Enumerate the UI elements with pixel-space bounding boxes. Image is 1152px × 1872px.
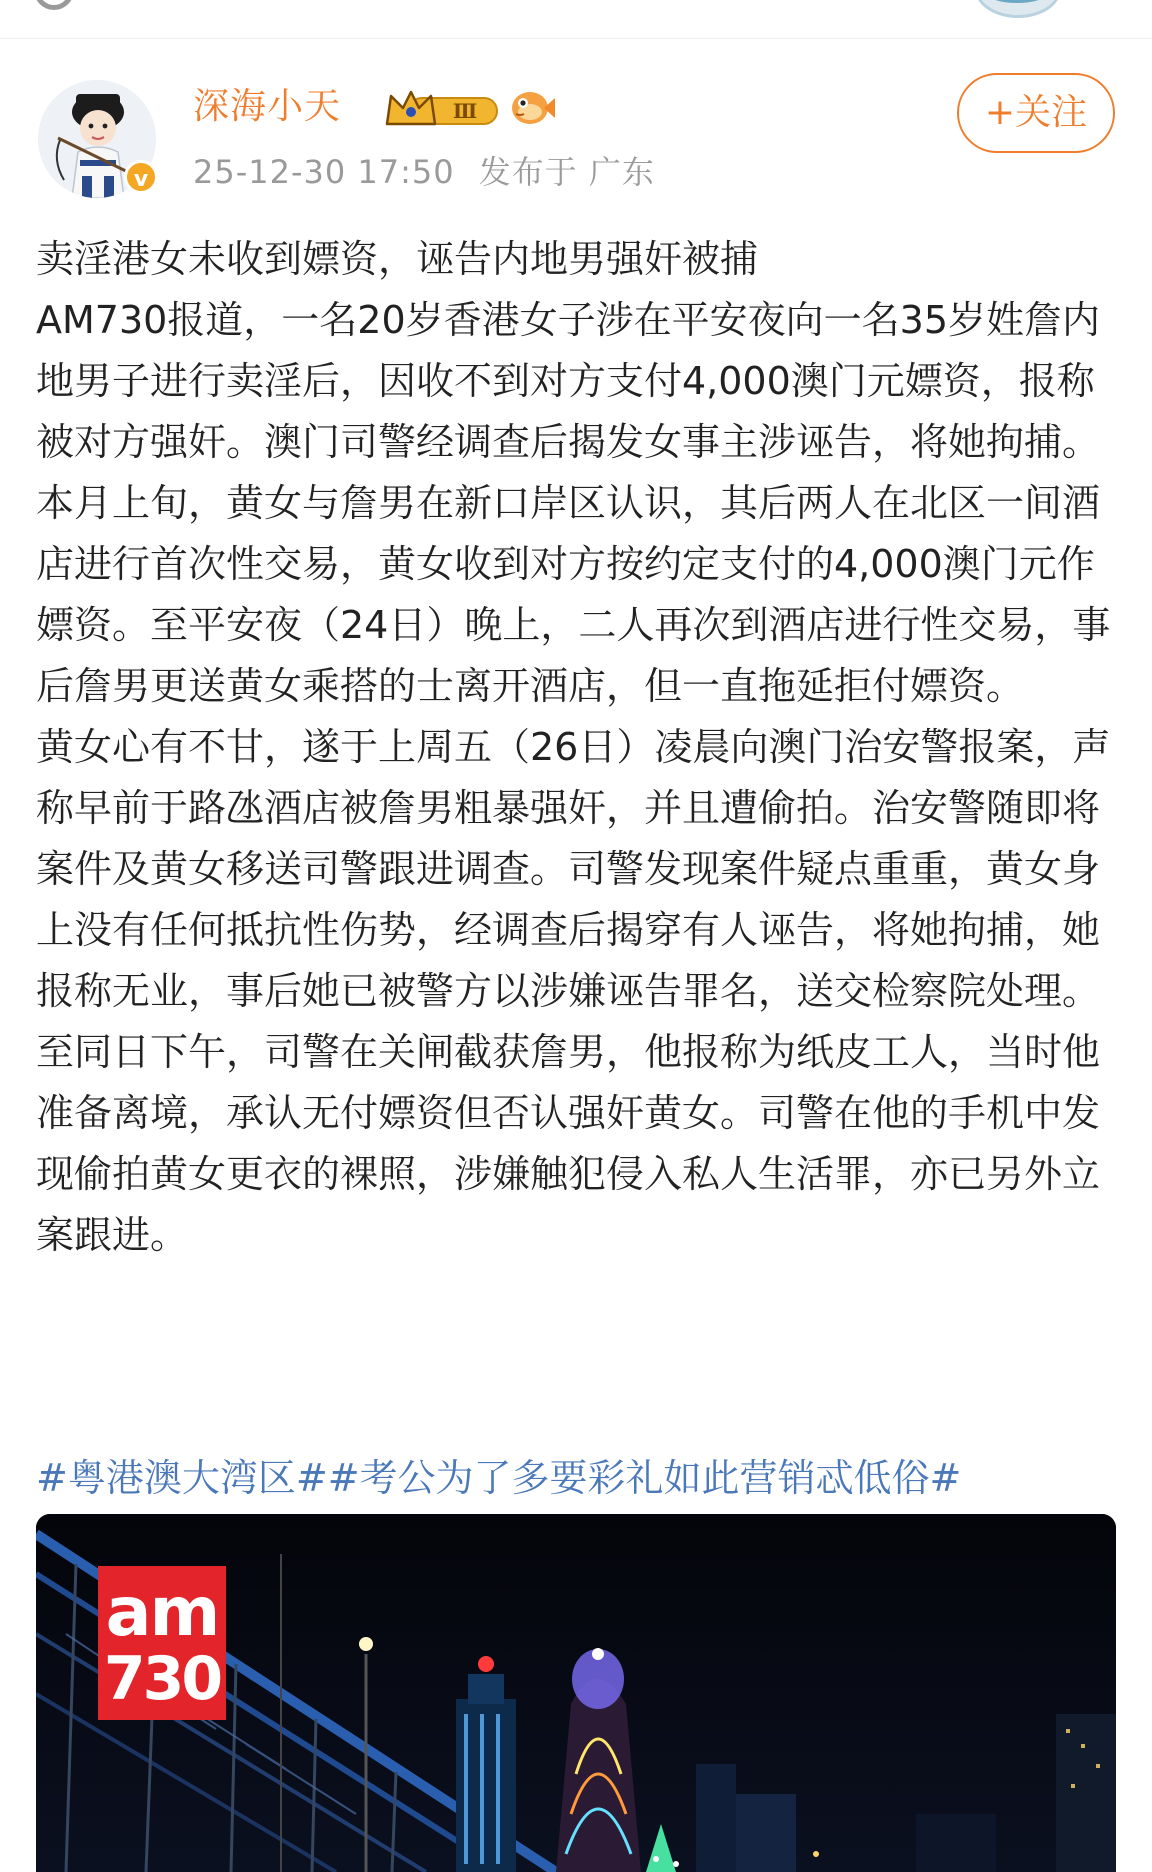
post-paragraph: AM730报道，一名20岁香港女子涉在平安夜向一名35岁姓詹内地男子进行卖淫后，因收不到对方支付4,000澳门元嫖资，报称被对方强奸。澳门司警经调查后揭发女事主涉诬告，将她拘捕。 [36, 298, 1101, 464]
post-paragraph: 卖淫港女未收到嫖资，诬告内地男强奸被捕 [36, 237, 759, 281]
follow-button[interactable]: +关注 [957, 73, 1115, 153]
divider [0, 38, 1152, 39]
post-location: 发布于 广东 [478, 153, 655, 191]
post-image[interactable] [36, 1514, 1116, 1872]
verified-icon: v [124, 160, 158, 194]
post-paragraph: 黄女心有不甘，遂于上周五（26日）凌晨向澳门治安警报案，声称早前于路氹酒店被詹男粗暴强奸，并且遭偷拍。治安警随即将案件及黄女移送司警跟进调查。司警发现案件疑点重重，黄女身上没有任何抵抗性伤势，经调查后揭穿有人诬告，将她拘捕，她报称无业，事后她已被警方以涉嫌诬告罪名，送交检察院处理。至同日下午，司警在关闸截获詹男，他报称为纸皮工人，当时他准备离境，承认无付嫖资但否认强奸黄女。司警在他的手机中发现偷拍黄女更衣的裸照，涉嫌触犯侵入私人生活罪，亦已另外立案跟进。 [36, 725, 1111, 1257]
logo-line2: 730 [103, 1644, 221, 1714]
back-icon[interactable] [34, 0, 74, 10]
post-body [36, 229, 1126, 1266]
fish-badge-icon[interactable] [508, 86, 556, 130]
post-paragraph: 本月上旬，黄女与詹男在新口岸区认识，其后两人在北区一间酒店进行首次性交易，黄女收到对方按约定支付的4,000澳门元作嫖资。至平安夜（24日）晚上，二人再次到酒店进行性交易，事后詹男更送黄女乘搭的士离开酒店，但一直拖延拒付嫖资。 [36, 481, 1111, 708]
logo-line1: am [105, 1573, 219, 1652]
author-name[interactable]: 深海小天 [193, 86, 342, 127]
am730-logo [98, 1566, 226, 1720]
hashtag-line [36, 1448, 961, 1509]
top-bar [0, 0, 1152, 38]
user-avatar-icon[interactable] [975, 0, 1061, 18]
post-meta [193, 150, 655, 194]
hashtag-link[interactable]: #考公为了多要彩礼如此营销忒低俗# [327, 1456, 962, 1500]
hashtag-link[interactable]: #粤港澳大湾区# [36, 1456, 328, 1500]
level-label: Ⅲ [452, 99, 478, 123]
crown-level-icon[interactable] [383, 86, 501, 132]
post-timestamp: 25-12-30 17:50 [193, 153, 455, 191]
